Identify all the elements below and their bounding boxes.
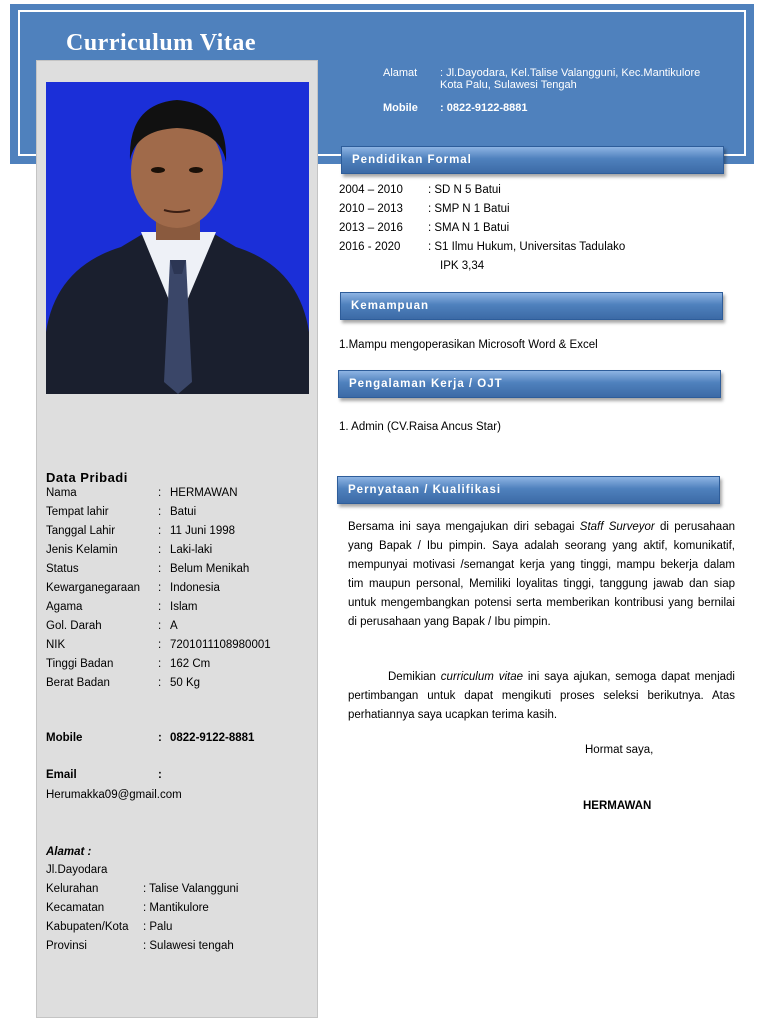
personal-field-colon: : — [158, 582, 162, 594]
sidebar-address-street: Jl.Dayodara — [46, 864, 108, 876]
signature-name: HERMAWAN — [583, 800, 652, 812]
personal-field-colon: : — [158, 525, 162, 537]
statement-paragraph-1 — [348, 518, 735, 632]
personal-field-value: Islam — [170, 601, 198, 613]
personal-field-colon: : — [158, 639, 162, 651]
statement-p1-text-a: Bersama ini saya mengajukan diri sebagai — [348, 521, 580, 533]
personal-field-label: Berat Badan — [46, 677, 110, 689]
personal-field-value: Batui — [170, 506, 197, 518]
personal-field-label: NIK — [46, 639, 66, 651]
address-field-value: : Mantikulore — [143, 902, 209, 914]
personal-field-colon: : — [158, 563, 162, 575]
statement-p1-text-b: di perusahaan yang Bapak / Ibu pimpin. Saya adalah seorang yang aktif, komunikatif, mempunyai motivasi /semangat kerja yang tinggi, mampu bekerja dalam tim maupun personal, Memiliki loyalitas tinggi, tanggung jawab dan siap untuk mengembangkan potensi serta memberikan kontribusi yang bernilai di perusahaan yang Bapak / Ibu pimpin. — [348, 521, 735, 628]
address-field-label: Kecamatan — [46, 902, 105, 914]
personal-field-label: Agama — [46, 601, 83, 613]
statement-p2-italic: curriculum vitae — [440, 671, 523, 683]
statement-p2-text-a: Demikian — [388, 671, 441, 683]
skills-item: 1.Mampu mengoperasikan Microsoft Word & Excel — [339, 339, 598, 351]
personal-field-value: Laki-laki — [170, 544, 213, 556]
personal-field-colon: : — [158, 620, 162, 632]
sidebar-mobile-label: Mobile — [46, 732, 83, 744]
header-address-label: Alamat — [383, 67, 418, 79]
education-section-header: Pendidikan Formal — [341, 146, 724, 174]
experience-section-header: Pengalaman Kerja / OJT — [338, 370, 721, 398]
header-mobile-label: Mobile — [383, 102, 418, 114]
personal-field-colon: : — [158, 658, 162, 670]
personal-field-value: 50 Kg — [170, 677, 201, 689]
header-address-line1: : Jl.Dayodara, Kel.Talise Valangguni, Kec.Mantikulore — [440, 67, 701, 79]
sidebar-email-colon: : — [158, 769, 162, 781]
personal-field-label: Jenis Kelamin — [46, 544, 118, 556]
personal-field-value: Belum Menikah — [170, 563, 250, 575]
education-years: 2004 – 2010 — [339, 184, 403, 196]
education-school: : SMA N 1 Batui — [428, 222, 510, 234]
address-field-value: : Talise Valangguni — [143, 883, 239, 895]
personal-field-label: Nama — [46, 487, 77, 499]
personal-field-value: 11 Juni 1998 — [170, 525, 236, 537]
education-school: : S1 Ilmu Hukum, Universitas Tadulako — [428, 241, 626, 253]
personal-field-label: Tanggal Lahir — [46, 525, 116, 537]
address-field-label: Kelurahan — [46, 883, 99, 895]
personal-field-value: HERMAWAN — [170, 487, 238, 499]
education-years: 2013 – 2016 — [339, 222, 403, 234]
personal-field-label: Status — [46, 563, 79, 575]
sidebar-mobile-value: 0822-9122-8881 — [170, 732, 255, 744]
sidebar-address-label: Alamat : — [46, 846, 92, 858]
profile-photo — [46, 82, 309, 394]
person-portrait-icon — [46, 82, 309, 394]
personal-field-label: Kewarganegaraan — [46, 582, 140, 594]
sidebar-mobile-colon: : — [158, 732, 162, 744]
header-mobile-value: : 0822-9122-8881 — [440, 102, 528, 114]
address-field-label: Provinsi — [46, 940, 87, 952]
personal-field-label: Tinggi Badan — [46, 658, 114, 670]
education-years: 2016 - 2020 — [339, 241, 401, 253]
personal-field-colon: : — [158, 601, 162, 613]
closing-text: Hormat saya, — [585, 744, 654, 756]
statement-paragraph-2 — [348, 668, 735, 725]
personal-field-colon: : — [158, 487, 162, 499]
personal-field-value: 7201011108980001 — [170, 639, 271, 651]
header-address-line2: Kota Palu, Sulawesi Tengah — [440, 79, 577, 91]
personal-field-value: 162 Cm — [170, 658, 211, 670]
skills-section-header: Kemampuan — [340, 292, 723, 320]
sidebar-email-label: Email — [46, 769, 77, 781]
address-field-value: : Palu — [143, 921, 173, 933]
statement-p1-italic: Staff Surveyor — [579, 521, 655, 533]
statement-section-header: Pernyataan / Kualifikasi — [337, 476, 720, 504]
education-school: : SD N 5 Batui — [428, 184, 501, 196]
personal-field-label: Tempat lahir — [46, 506, 109, 518]
education-school: : SMP N 1 Batui — [428, 203, 510, 215]
address-field-value: : Sulawesi tengah — [143, 940, 234, 952]
sidebar-email-value[interactable]: Herumakka09@gmail.com — [46, 789, 182, 801]
address-field-label: Kabupaten/Kota — [46, 921, 129, 933]
education-years: 2010 – 2013 — [339, 203, 403, 215]
education-ipk: IPK 3,34 — [440, 260, 485, 272]
page-title: Curriculum Vitae — [66, 30, 256, 56]
personal-data-heading: Data Pribadi — [46, 470, 128, 485]
experience-item: 1. Admin (CV.Raisa Ancus Star) — [339, 421, 501, 433]
personal-field-colon: : — [158, 544, 162, 556]
personal-field-colon: : — [158, 506, 162, 518]
personal-field-label: Gol. Darah — [46, 620, 102, 632]
personal-field-value: A — [170, 620, 178, 632]
personal-field-colon: : — [158, 677, 162, 689]
personal-field-value: Indonesia — [170, 582, 220, 594]
statement-p2-text-b: ini saya ajukan, semoga dapat menjadi pertimbangan untuk dapat mengikuti proses seleksi berikutnya. Atas perhatiannya saya ucapkan terima kasih. — [348, 671, 735, 721]
